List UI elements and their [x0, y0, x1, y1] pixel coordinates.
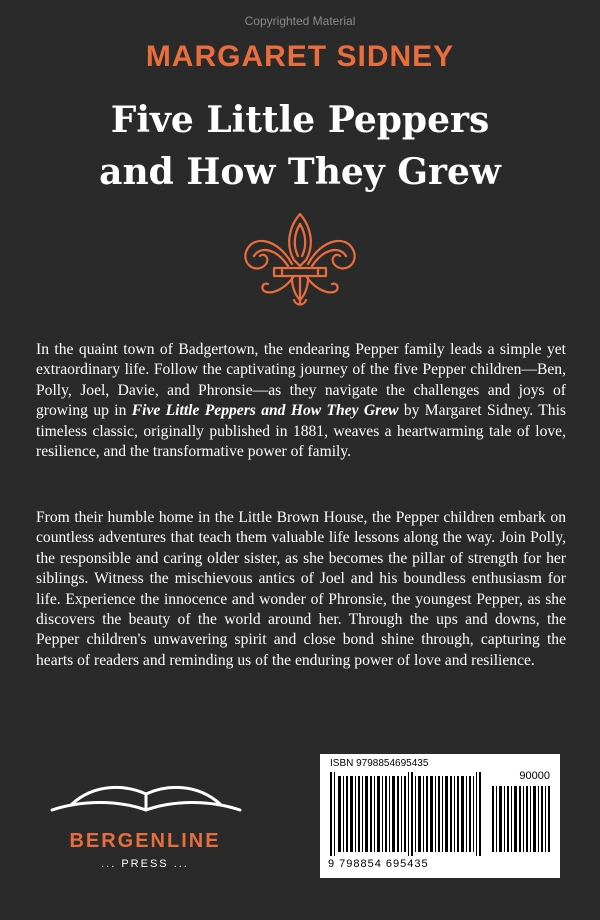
- description-paragraph-1: [36, 340, 566, 462]
- isbn-label: ISBN 9798854695435: [330, 758, 429, 769]
- barcode-panel: [320, 754, 560, 878]
- description-p1-start: In the quaint town of Badgertown, the endearing Pepper family leads a simple yet extraordinary life. Follow the captivating journey of the five Pepper children—Ben, Polly, Joel, Davie, and Phronsie—as they navigate the challenges and joys of growing up in: [36, 341, 566, 420]
- description-paragraph-2: From their humble home in the Little Brown House, the Pepper children embark on countless adventures that teach them valuable life lessons along the way. Join Polly, the responsible and caring older sister, as she becomes the pillar of strength for her siblings. Witness the mischievous antics of Joel and his boundless enthusiasm for life. Experience the innocence and wonder of Phronsie, the youngest Pepper, as she discovers the beauty of the world around her. Through the ups and downs, the Pepper children's unwavering spirit and close bond shine through, capturing the hearts of readers and reminding us of the enduring power of love and resilience.: [36, 509, 566, 669]
- book-title: [0, 94, 600, 198]
- publisher-sub: ... PRESS ...: [101, 858, 189, 870]
- barcode: [326, 772, 554, 856]
- watermark: Copyrighted Material: [244, 14, 356, 28]
- open-book-logo-icon: [48, 776, 244, 816]
- title-line-1: Five Little Peppers: [110, 99, 490, 141]
- isbn-digits: 9 798854 695435: [328, 858, 429, 870]
- publisher-name: BERGENLINE: [69, 830, 221, 852]
- price-code: 90000: [519, 770, 550, 782]
- author-name: MARGARET SIDNEY: [145, 40, 455, 73]
- description-p1-title-italic: Five Little Peppers and How They Grew: [131, 402, 399, 420]
- fleur-de-lis-icon: [230, 208, 370, 312]
- description-p1-end: by Margaret Sidney. This timeless classic, originally published in 1881, weaves a heartwarming tale of love, resilience, and the transformative power of family.: [36, 402, 566, 461]
- title-line-2: and How They Grew: [99, 151, 501, 193]
